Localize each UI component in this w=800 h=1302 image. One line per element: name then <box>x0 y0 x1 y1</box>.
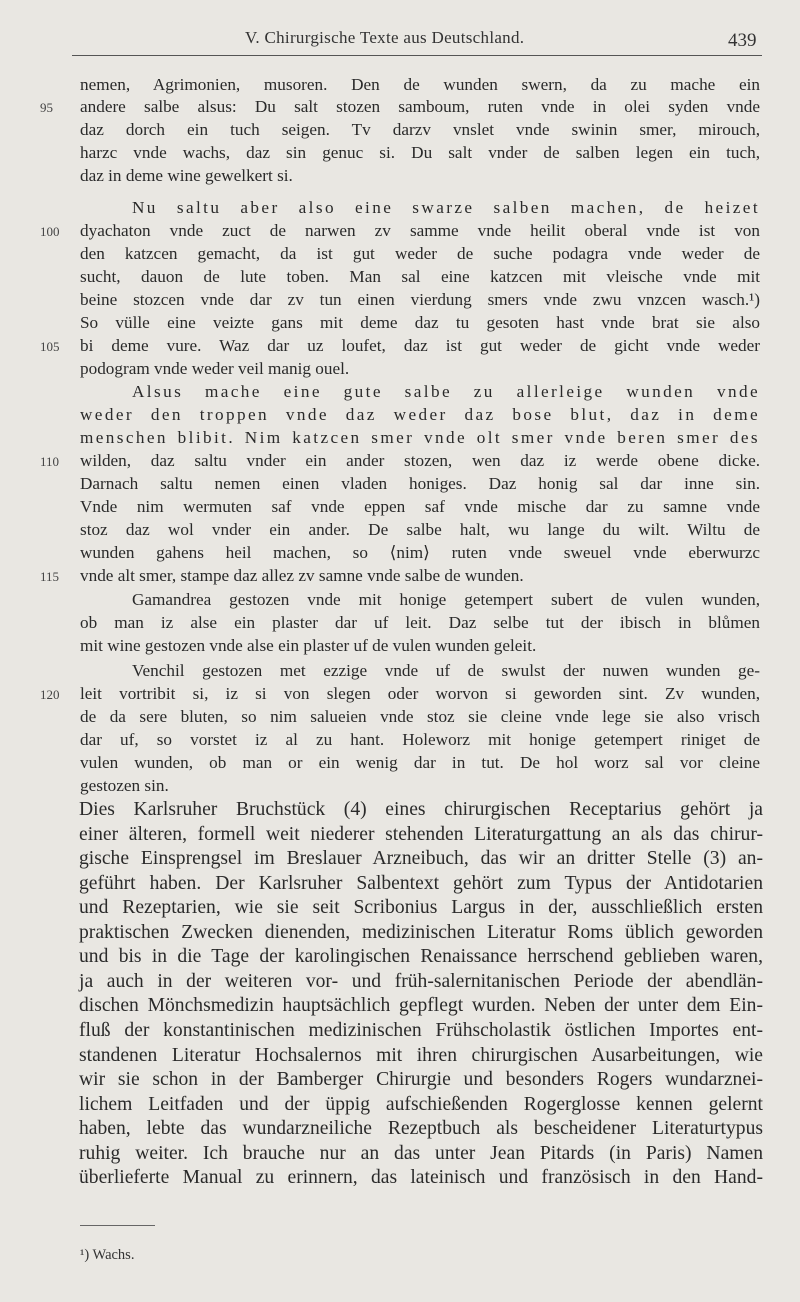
running-header: V. Chirurgische Texte aus Deutschland. <box>245 28 525 47</box>
paragraph-line: wir sie schon in der Bamberger Chirurgie und besonders Rogers wundarznei- <box>79 1069 763 1090</box>
paragraph-line: ruhig weiter. Ich brauche nur an das unter Jean Pitards (in Paris) Namen <box>79 1143 763 1164</box>
text-line: leit vortribit si, iz si von slegen oder worvon si geworden sint. Zv wunden, <box>80 684 760 703</box>
text-line: bi deme vure. Waz dar uz loufet, daz ist gut weder de gicht vnde weder <box>80 336 760 355</box>
paragraph-line: fluß der konstantinischen medizinischen Frühscholastik östlichen Importes ent- <box>79 1020 763 1041</box>
text-line: harzc vnde wachs, daz sin genuc si. Du salt vnder de salben legen ein tuch, <box>80 143 760 162</box>
text-line: Darnach saltu nemen einen vladen honiges. Daz honig sal dar inne sin. <box>80 474 760 493</box>
paragraph-line: einer älteren, formell weit niederer stehenden Literaturgattung an als das chirur- <box>79 824 763 845</box>
text-line: andere salbe alsus: Du salt stozen samboum, ruten vnde in olei syden vnde <box>80 97 760 116</box>
text-line: Nu saltu aber also eine swarze salben machen, de heizet <box>132 198 760 217</box>
paragraph-line: standenen Literatur Hochsalernos mit ihren chirurgischen Ausarbeitungen, wie <box>79 1045 763 1066</box>
text-line: mit wine gestozen vnde alse ein plaster uf de vulen wunden geleit. <box>80 636 537 655</box>
text-line: nemen, Agrimonien, musoren. Den de wunden swern, da zu mache ein <box>80 75 760 94</box>
text-line: den katzcen gemacht, da ist gut weder de suche podagra vnde weder de <box>80 244 760 263</box>
text-line: weder den troppen vnde daz weder daz bose blut, daz in deme <box>80 405 760 424</box>
text-line: gestozen sin. <box>80 776 169 795</box>
text-line: Vnde nim wermuten saf vnde eppen saf vnde mische dar zu samne vnde <box>80 497 760 516</box>
paragraph-line: Dies Karlsruher Bruchstück (4) eines chirurgischen Receptarius gehört ja <box>79 799 763 820</box>
paragraph-line: geführt haben. Der Karlsruher Salbentext gehört zum Typus der Antidotarien <box>79 873 763 894</box>
text-line: wunden gahens heil machen, so ⟨nim⟩ ruten vnde sweuel vnde eberwurzc <box>80 543 760 562</box>
text-line: de da sere bluten, so nim salueien vnde stoz sie cleine vnde lege sie also vrisch <box>80 707 760 726</box>
paragraph-line: und bis in die Tage der karolingischen Renaissance herrschend geblieben waren, <box>79 946 763 967</box>
text-line: So vülle eine veizte gans mit deme daz tu gesoten hast vnde brat sie also <box>80 313 760 332</box>
text-line: wilden, daz saltu vnder ein ander stozen, wen daz iz werde obene dicke. <box>80 451 760 470</box>
line-number: 95 <box>40 100 53 115</box>
paragraph-line: überlieferte Manual zu erinnern, das lateinisch und französisch in den Hand- <box>79 1167 763 1188</box>
paragraph-line: und Rezeptarien, wie sie seit Scribonius Largus in der, ausschließlich ersten <box>79 897 763 918</box>
text-line: stoz daz wol vnder ein ander. De salbe halt, wu lange du wilt. Wiltu de <box>80 520 760 539</box>
text-line: menschen blibit. Nim katzcen smer vnde olt smer vnde beren smer des <box>80 428 760 447</box>
line-number: 120 <box>40 687 60 702</box>
line-number: 105 <box>40 339 60 354</box>
text-line: Alsus mache eine gute salbe zu allerleige wunden vnde <box>132 382 760 401</box>
text-line: sucht, dauon de lute toben. Man sal eine katzcen mit vleische vnde mit <box>80 267 760 286</box>
text-line: Gamandrea gestozen vnde mit honige getempert subert de vulen wunden, <box>132 590 760 609</box>
paragraph-line: ja auch in der weiteren vor- und früh-salernitanischen Periode der abendlän- <box>79 971 763 992</box>
text-line: podogram vnde weder veil manig ouel. <box>80 359 350 378</box>
text-line: Venchil gestozen met ezzige vnde uf de swulst der nuwen wunden ge- <box>132 661 760 680</box>
paragraph-line: praktischen Zwecken dienenden, medizinischen Literatur Roms üblich geworden <box>79 922 763 943</box>
text-line: vulen wunden, ob man or ein wenig dar in tut. De hol worz sal vor cleine <box>80 753 760 772</box>
text-line: daz dorch ein tuch seigen. Tv darzv vnslet vnde swinin smer, mirouch, <box>80 120 760 139</box>
header-rule <box>72 55 762 56</box>
page-number: 439 <box>728 30 757 51</box>
text-line: dyachaton vnde zuct de narwen zv samme vnde heilit oberal vnde ist von <box>80 221 760 240</box>
line-number: 100 <box>40 224 60 239</box>
footnote: ¹) Wachs. <box>80 1247 135 1263</box>
paragraph-line: lichem Leitfaden und der üppig aufschießenden Rogerglosse kennen gelernt <box>79 1094 763 1115</box>
paragraph-line: gische Einsprengsel im Breslauer Arzneibuch, das wir an dritter Stelle (3) an- <box>79 848 763 869</box>
text-line: beine stozcen vnde dar zv tun einen vierdung smers vnde zwu vnzcen wasch.¹) <box>80 290 760 309</box>
footnote-rule <box>80 1225 155 1226</box>
line-number: 110 <box>40 454 60 469</box>
paragraph-line: dischen Mönchsmedizin hauptsächlich gepflegt wurden. Neben der unter dem Ein- <box>79 995 763 1016</box>
text-line: dar uf, so vorstet iz al zu hant. Holeworz mit honige getempert riniget de <box>80 730 760 749</box>
paragraph-line: haben, lebte das wundarzneiliche Rezeptbuch als bescheidener Literaturtypus <box>79 1118 763 1139</box>
text-line: vnde alt smer, stampe daz allez zv samne vnde salbe de wunden. <box>80 566 524 585</box>
text-line: ob man iz alse ein plaster dar uf leit. Daz selbe tut der ibisch in blůmen <box>80 613 760 632</box>
text-line: daz in deme wine gewelkert si. <box>80 166 293 185</box>
line-number: 115 <box>40 569 60 584</box>
